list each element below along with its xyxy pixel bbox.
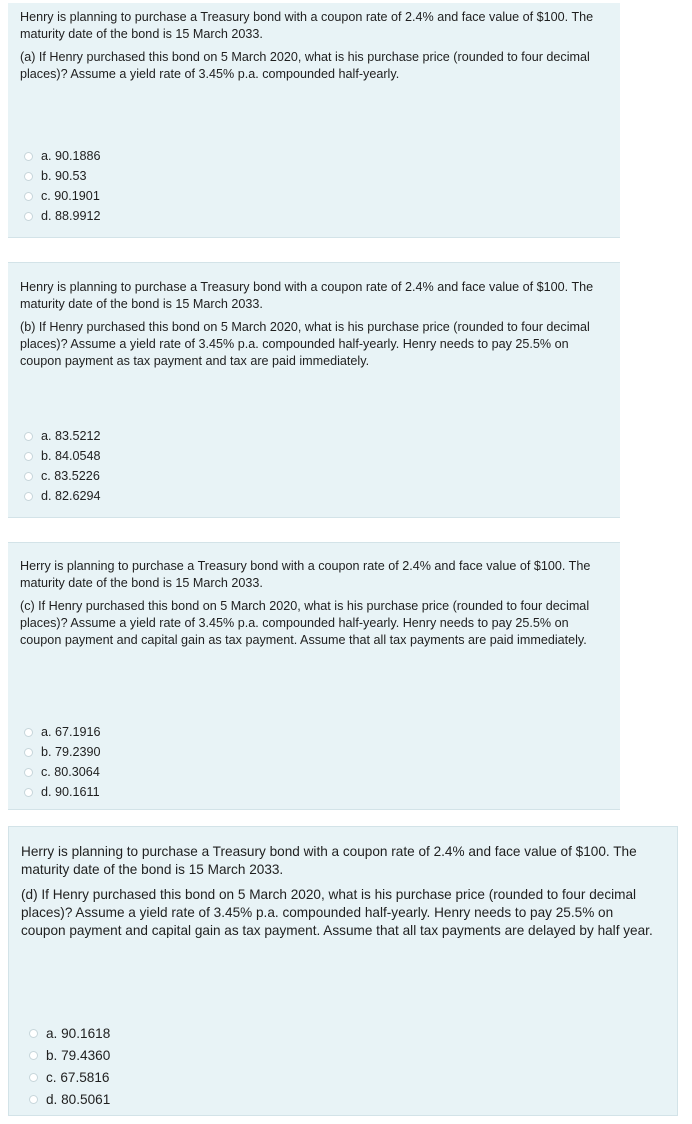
question-card-b	[8, 262, 620, 518]
answer-option-label: a. 90.1618	[46, 1025, 111, 1041]
radio-button[interactable]	[24, 788, 33, 797]
answer-option-b[interactable]	[24, 446, 101, 466]
radio-button[interactable]	[24, 452, 33, 461]
answer-option-label: d. 88.9912	[41, 209, 101, 223]
radio-button[interactable]	[24, 472, 33, 481]
answer-option-b[interactable]	[24, 166, 101, 186]
question-prompt: (c) If Henry purchased this bond on 5 March 2020, what is his purchase price (rounded to four decimal places)? Assume a yield rate of 3.45% p.a. compounded half-yearly. Henry needs to pay 25.5% on coupon payment and capital gain as tax payment. Assume that all tax payments are paid immediately.	[20, 599, 590, 647]
answer-option-a[interactable]	[24, 426, 101, 446]
answer-option-b[interactable]	[29, 1044, 110, 1066]
radio-button[interactable]	[24, 728, 33, 737]
question-card-c	[8, 542, 620, 810]
question-stem: Herry is planning to purchase a Treasury bond with a coupon rate of 2.4% and face value of $100. The maturity date of the bond is 15 March 2033.	[20, 559, 591, 590]
question-card-a	[8, 3, 620, 238]
answer-options	[29, 1022, 110, 1110]
answer-option-label: d. 82.6294	[41, 489, 101, 503]
question-prompt: (b) If Henry purchased this bond on 5 March 2020, what is his purchase price (rounded to four decimal places)? Assume a yield rate of 3.45% p.a. compounded half-yearly. Henry needs to pay 25.5% on coupon payment as tax payment and tax are paid immediately.	[20, 320, 590, 368]
answer-option-label: b. 79.2390	[41, 745, 101, 759]
answer-option-label: d. 90.1611	[41, 785, 100, 799]
answer-option-label: c. 83.5226	[41, 469, 100, 483]
question-stem: Henry is planning to purchase a Treasury bond with a coupon rate of 2.4% and face value of $100. The maturity date of the bond is 15 March 2033.	[20, 10, 594, 41]
question-prompt: (d) If Henry purchased this bond on 5 March 2020, what is his purchase price (rounded to four decimal places)? Assume a yield rate of 3.45% p.a. compounded half-yearly. Henry needs to pay 25.5% on coupon payment and capital gain as tax payment. Assume that all tax payments are delayed by half year.	[21, 887, 653, 938]
answer-option-d[interactable]	[29, 1088, 110, 1110]
answer-options	[24, 146, 101, 226]
answer-option-c[interactable]	[24, 186, 101, 206]
radio-button[interactable]	[29, 1029, 38, 1038]
radio-button[interactable]	[24, 768, 33, 777]
answer-option-label: a. 90.1886	[41, 149, 101, 163]
answer-option-a[interactable]	[24, 722, 101, 742]
answer-options	[24, 722, 101, 802]
answer-option-c[interactable]	[29, 1066, 110, 1088]
answer-option-label: d. 80.5061	[46, 1091, 111, 1107]
answer-option-d[interactable]	[24, 782, 101, 802]
answer-option-d[interactable]	[24, 486, 101, 506]
answer-option-label: c. 80.3064	[41, 765, 100, 779]
question-stem: Henry is planning to purchase a Treasury bond with a coupon rate of 2.4% and face value of $100. The maturity date of the bond is 15 March 2033.	[20, 280, 594, 311]
question-card-d	[8, 826, 678, 1116]
radio-button[interactable]	[24, 152, 33, 161]
answer-option-a[interactable]	[24, 146, 101, 166]
answer-option-d[interactable]	[24, 206, 101, 226]
radio-button[interactable]	[29, 1095, 38, 1104]
answer-option-label: b. 79.4360	[46, 1047, 111, 1063]
answer-option-a[interactable]	[29, 1022, 110, 1044]
answer-option-c[interactable]	[24, 466, 101, 486]
radio-button[interactable]	[24, 492, 33, 501]
radio-button[interactable]	[24, 212, 33, 221]
answer-option-label: c. 67.5816	[46, 1069, 110, 1085]
radio-button[interactable]	[29, 1051, 38, 1060]
radio-button[interactable]	[24, 748, 33, 757]
radio-button[interactable]	[24, 192, 33, 201]
answer-option-label: a. 83.5212	[41, 429, 101, 443]
question-stem: Herry is planning to purchase a Treasury bond with a coupon rate of 2.4% and face value of $100. The maturity date of the bond is 15 March 2033.	[21, 844, 637, 877]
answer-options	[24, 426, 101, 506]
answer-option-label: b. 84.0548	[41, 449, 101, 463]
answer-option-label: c. 90.1901	[41, 189, 100, 203]
answer-option-b[interactable]	[24, 742, 101, 762]
radio-button[interactable]	[24, 432, 33, 441]
radio-button[interactable]	[24, 172, 33, 181]
radio-button[interactable]	[29, 1073, 38, 1082]
answer-option-label: b. 90.53	[41, 169, 87, 183]
answer-option-label: a. 67.1916	[41, 725, 101, 739]
question-prompt: (a) If Henry purchased this bond on 5 March 2020, what is his purchase price (rounded to four decimal places)? Assume a yield rate of 3.45% p.a. compounded half-yearly.	[20, 50, 590, 81]
answer-option-c[interactable]	[24, 762, 101, 782]
